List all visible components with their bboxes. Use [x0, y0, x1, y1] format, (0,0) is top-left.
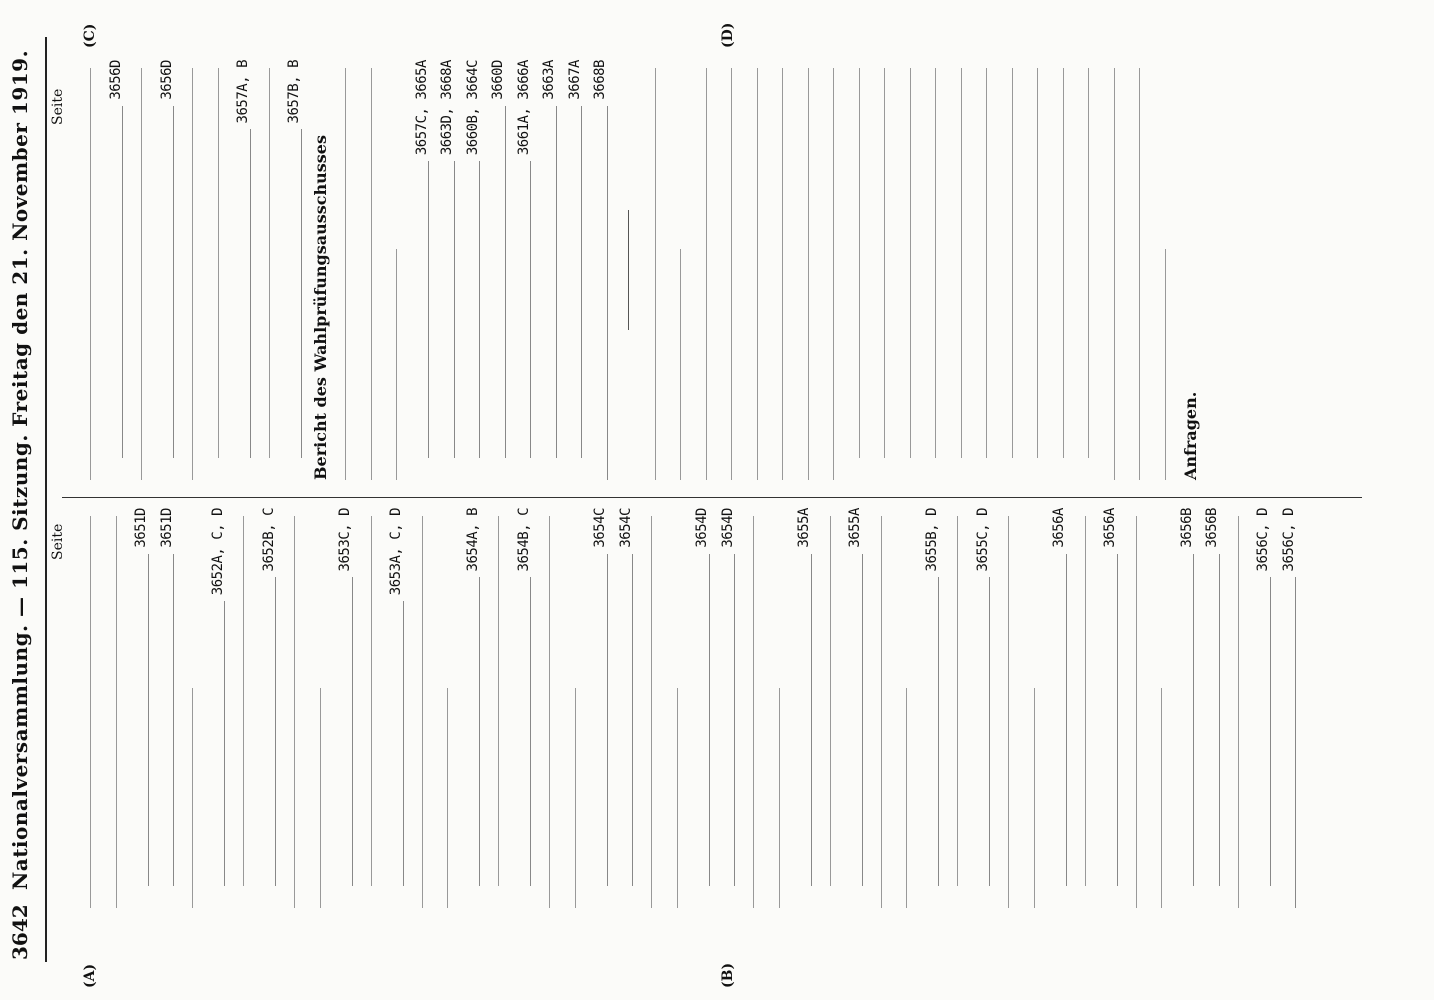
text-line [1124, 508, 1150, 908]
page-ref: 3660D [490, 60, 506, 100]
page-ref: 3655A [796, 508, 812, 548]
text-line [1025, 60, 1051, 480]
text-line [257, 60, 283, 480]
page-number: 3642 [8, 904, 32, 960]
text-line [923, 60, 949, 480]
index-entry [231, 60, 257, 480]
text-line [78, 508, 104, 908]
index-entry [1098, 508, 1124, 908]
seite-label-right: Seite [50, 88, 66, 125]
page-ref: 3663A [541, 60, 557, 100]
page-ref: 3654C [617, 508, 634, 548]
text-line [384, 60, 410, 480]
index-entry [690, 508, 716, 908]
page-ref: 3654D [694, 508, 710, 548]
text-line [180, 60, 206, 480]
index-entry [1251, 508, 1277, 908]
text-line [1153, 60, 1179, 480]
page-ref: 3654D [719, 508, 736, 548]
text-line [1076, 60, 1102, 480]
text-line [945, 508, 971, 908]
text-line [1127, 60, 1153, 480]
page-ref: 3656B [1178, 508, 1195, 548]
text-line [894, 508, 920, 908]
index-entry [512, 60, 538, 480]
page-ref: 3663D, 3668A [439, 60, 455, 156]
text-line [435, 508, 461, 908]
index-entry [461, 60, 487, 480]
page-ref: 3661A, 3666A [515, 60, 532, 156]
index-entry [104, 60, 130, 480]
text-line [1149, 508, 1175, 908]
page-ref: 3656C, D [1255, 508, 1271, 572]
page-ref: 3652B, C [260, 508, 277, 572]
page-ref: 3655A [847, 508, 863, 548]
page-ref: 3656A [1051, 508, 1067, 548]
text-line [719, 60, 745, 480]
index-entry [155, 508, 181, 908]
index-entry [282, 60, 308, 480]
text-line [872, 60, 898, 480]
page-ref: 3668B [592, 60, 608, 100]
text-line [974, 60, 1000, 480]
page-ref: 3657C, 3665A [413, 60, 430, 156]
index-entry [1047, 508, 1073, 908]
page-ref: 3654B, C [515, 508, 532, 572]
index-entry [537, 60, 563, 480]
section-separator [628, 210, 629, 330]
text-line [1102, 60, 1128, 480]
text-line [796, 60, 822, 480]
index-entry [716, 508, 742, 908]
text-line [996, 508, 1022, 908]
margin-letter-b: (B) [720, 962, 736, 988]
text-line [1051, 60, 1077, 480]
text-line [668, 60, 694, 480]
text-line [333, 60, 359, 480]
index-entry [206, 508, 232, 908]
index-entry [588, 508, 614, 908]
page-ref: 3651D [133, 508, 149, 548]
index-entry [1175, 508, 1201, 908]
index-entry [614, 508, 640, 908]
text-line [767, 508, 793, 908]
page-ref: 3656C, D [1280, 508, 1297, 572]
text-line [818, 508, 844, 908]
page-ref: 3654A, B [464, 508, 481, 572]
page-ref: 3655C, D [974, 508, 991, 572]
text-line [308, 508, 334, 908]
index-entry [512, 508, 538, 908]
index-entry [333, 508, 359, 908]
text-line [1073, 508, 1099, 908]
text-line [410, 508, 436, 908]
text-line [359, 60, 385, 480]
text-line [231, 508, 257, 908]
text-line [78, 60, 104, 480]
index-entry [1277, 508, 1303, 908]
page-ref: 3657B, B [286, 60, 302, 124]
text-line [741, 508, 767, 908]
text-line [694, 60, 720, 480]
index-entry [461, 508, 487, 908]
text-line [104, 508, 130, 908]
text-line [745, 60, 771, 480]
text-line [206, 60, 232, 480]
text-line [1226, 508, 1252, 908]
text-line [129, 60, 155, 480]
index-entry [563, 60, 589, 480]
report-heading: Bericht des Wahlprüfungsausschusses [310, 135, 330, 480]
text-line [869, 508, 895, 908]
margin-letter-c: (C) [82, 23, 98, 48]
page-ref: 3656B [1204, 508, 1220, 548]
page-ref: 3655B, D [923, 508, 940, 572]
right-column [78, 60, 1204, 480]
page-ref: 3653C, D [337, 508, 353, 572]
page-ref: 3653A, C, D [388, 508, 404, 596]
page-ref: 3656A [1102, 508, 1118, 548]
index-entry [410, 60, 436, 480]
text-line [665, 508, 691, 908]
text-line [563, 508, 589, 908]
text-line [639, 508, 665, 908]
index-entry [1200, 508, 1226, 908]
index-entry [257, 508, 283, 908]
text-line [282, 508, 308, 908]
index-entry [588, 60, 614, 480]
index-entry [384, 508, 410, 908]
page-ref: 3660B, 3664C [464, 60, 481, 156]
text-line [770, 60, 796, 480]
header-rule [45, 37, 47, 962]
text-line [359, 508, 385, 908]
page-ref: 3652A, C, D [209, 508, 226, 596]
index-entry [971, 508, 997, 908]
text-line [949, 60, 975, 480]
inquiries-heading: Anfragen. [1181, 391, 1200, 480]
index-entry [920, 508, 946, 908]
text-line [847, 60, 873, 480]
text-line [1000, 60, 1026, 480]
text-line [643, 60, 669, 480]
running-title: Nationalversammlung. — 115. Sitzung. Freitag den 21. November 1919. [8, 49, 32, 891]
page-ref: 3654C [592, 508, 608, 548]
index-entry [843, 508, 869, 908]
index-entry [155, 60, 181, 480]
text-line [898, 60, 924, 480]
column-divider [62, 497, 1362, 498]
text-line [537, 508, 563, 908]
text-line [821, 60, 847, 480]
page-ref: 3656D [158, 60, 175, 100]
page-ref: 3667A [566, 60, 583, 100]
text-line [486, 508, 512, 908]
margin-letter-a: (A) [82, 963, 98, 988]
seite-label-left: Seite [50, 523, 66, 560]
index-entry [486, 60, 512, 480]
text-line [1022, 508, 1048, 908]
page-ref: 3656D [107, 60, 124, 100]
index-entry [435, 60, 461, 480]
page-ref: 3651D [158, 508, 175, 548]
text-line [180, 508, 206, 908]
page-ref: 3657A, B [235, 60, 251, 124]
index-entry [792, 508, 818, 908]
left-column [78, 508, 1302, 908]
margin-letter-d: (D) [720, 22, 736, 48]
index-entry [129, 508, 155, 908]
